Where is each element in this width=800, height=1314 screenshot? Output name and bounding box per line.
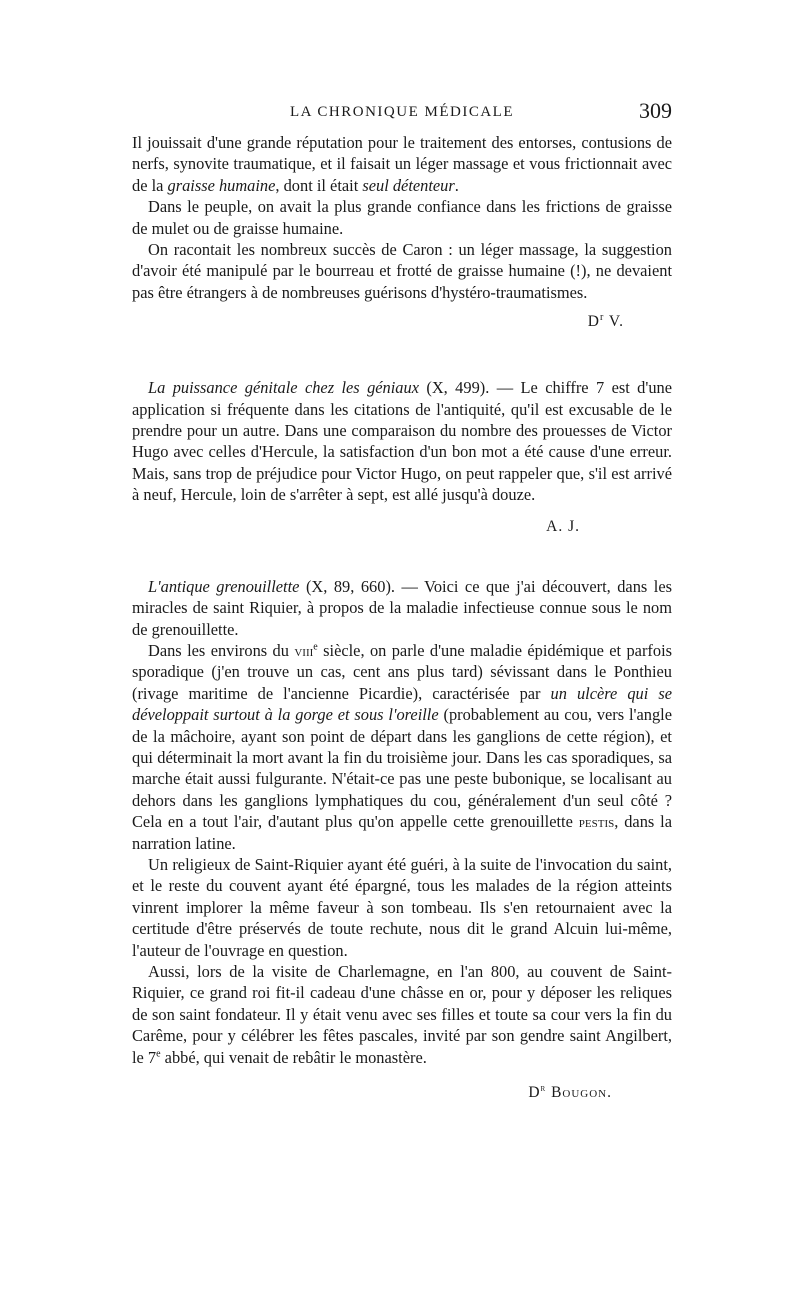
emphasis: graisse humaine: [167, 175, 276, 195]
paragraph: On racontait les nombreux succès de Caron : un léger massage, la suggestion d'avoir été manipulé par le bourreau et frotté de graisse humaine (!), ne devaient pas être étrangers à de nombreuses guérisons d'hystéro-traumatismes.: [132, 240, 672, 302]
article-paragraph: La puissance génitale chez les géniaux (X, 499). — Le chiffre 7 est d'une application si fréquente dans les citations de l'antiquité, qu'il est excusable de le prendre pour un autre. Dans une comparaison du nombre des prouesses de Victor Hugo avec celles d'Hercule, la satisfaction d'un bon mot a été cause d'une erreur. Mais, sans trop de préjudice pour Victor Hugo, on peut rappeler que, s'il est arrivé à neuf, Hercule, loin de s'arrêter à sept, est allé jusqu'à douze.: [132, 378, 672, 505]
paragraph: Aussi, lors de la visite de Charlemagne, en l'an 800, au couvent de Saint-Riquier, ce grand roi fit-il cadeau d'une châsse en or, pour y déposer les reliques de son saint fondateur. Il y était venu avec ses filles et toute sa cour vers la fin du Carême, pour y célébrer les fêtes pascales, invité par son gendre saint Angilbert, le 7e abbé, qui venait de rebâtir le monastère.: [132, 962, 672, 1067]
article-title: L'antique grenouillette: [148, 576, 300, 596]
paragraph: Dans le peuple, on avait la plus grande confiance dans les frictions de graisse de mulet ou de graisse humaine.: [132, 197, 672, 238]
paragraph: Il jouissait d'une grande réputation pour le traitement des entorses, contusions de nerfs, synovite traumatique, et il faisait un léger massage et vous frictionnait avec de la graisse humaine, dont il était seul détenteur.: [132, 133, 672, 195]
emphasis: seul détenteur: [362, 175, 455, 195]
section-spacer: [132, 331, 672, 377]
signature: $D^r$ Bougon.: [528, 1082, 612, 1102]
page: [132, 98, 673, 1102]
running-title: LA CHRONIQUE MÉDICALE: [290, 104, 514, 120]
page-header: [132, 98, 672, 132]
article-title: La puissance génitale chez les géniaux: [148, 378, 419, 398]
article-paragraph: L'antique grenouillette (X, 89, 660). — Voici ce que j'ai découvert, dans les miracles de saint Riquier, à propos de la maladie infectieuse connue sous le nom de grenouillette.: [132, 576, 673, 639]
emphasis: un ulcère qui se développait surtout à la gorge et sous l'oreille: [132, 683, 672, 725]
paragraph: Dans les environs du viii$^e$ siècle, on parle d'une maladie épidémique et parfois sporadique (j'en trouve un cas, cent ans plus tard) sévissant dans le Ponthieu (rivage maritime de l'ancienne Picardie), caractérisée par un ulcère qui se développait surtout à la gorge et sous l'oreille (probablement au cou, vers l'angle de la mâchoire, ayant son point de départ dans les ganglions de cette région), et qui déterminait la mort avant la fin du troisième jour. Dans les cas sporadiques, sa marche était aussi fulgurante. N'était-ce pas une peste bubonique, se localisant au dehors dans les ganglions lymphatiques du cou, généralement d'un seul côté ? Cela en a tout l'air, d'autant plus qu'on appelle cette grenouillette pestis, dans la narration latine.: [132, 640, 673, 853]
signature: $D^r$ V.: [587, 312, 624, 331]
paragraph: Un religieux de Saint-Riquier ayant été guéri, à la suite de l'invocation du saint, et le reste du couvent ayant été épargné, tous les malades de la région atteints vinrent implorer la même faveur à son tombeau. Ils s'en retournaient avec la certitude d'être préservés de toute rechute, nous dit le grand Alcuin lui-même, l'auteur de l'ouvrage en question.: [132, 854, 672, 960]
section-spacer: [132, 536, 672, 576]
signature: A. J.: [546, 517, 580, 535]
page-number: 309: [639, 98, 672, 123]
